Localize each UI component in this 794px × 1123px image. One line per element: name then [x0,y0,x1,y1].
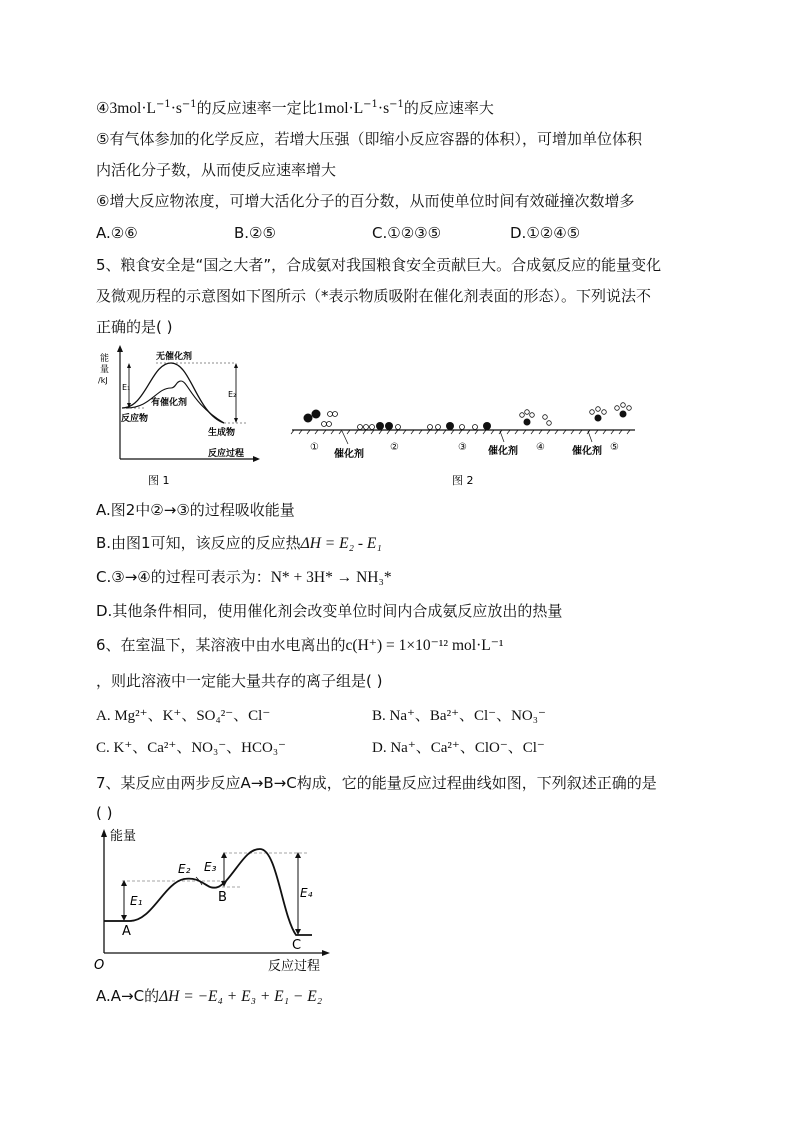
q5-figure2-micro-process [290,400,640,490]
q7-stem-line2: ( ) [96,804,113,822]
fig1-ylabel-1: 能 [100,354,110,364]
q4-option-d: D.①②④⑤ [510,224,581,242]
q6-option-d: D. Na⁺、Ca²⁺、ClO⁻、Cl⁻ [372,740,545,756]
q7-e2-label: E₂ [178,862,191,876]
q6-stem-line2: ，则此溶液中一定能大量共存的离子组是( ) [96,672,383,690]
q7-origin-label: O [94,958,105,973]
q7-e4-label: E₄ [300,886,313,900]
fig2-step-4: ④ [536,442,545,453]
fig1-ylabel-2: 量 [100,365,110,375]
q7-energy-diagram [92,825,337,977]
fig1-reactant-label: 反应物 [121,414,149,424]
q7-e3-label: E₃ [204,860,217,874]
fig2-catalyst-label-1: 催化剂 [334,449,364,460]
fig2-step-5: ⑤ [610,442,619,453]
q7-xlabel: 反应过程 [268,959,321,974]
fig1-product-label: 生成物 [208,428,236,438]
fig1-xlabel: 反应过程 [208,449,245,459]
q5-stem-line3: 正确的是( ) [96,318,173,336]
q7-ylabel: 能量 [110,829,137,844]
q5-stem-line1: 5、粮食安全是“国之大者”，合成氨对我国粮食安全贡献巨大。合成氨反应的能量变化 [96,256,662,274]
fig1-e1-label: E₁ [122,383,131,392]
fig1-with-catalyst-label: 有催化剂 [151,398,188,408]
q7-point-c: C [292,938,302,953]
fig2-step-3: ③ [458,442,467,453]
q6-option-a: A. Mg²⁺、K⁺、SO₄²⁻、Cl⁻ [96,708,271,724]
q5-stem-line2: 及微观历程的示意图如下图所示（*表示物质吸附在催化剂表面的形态）。下列说法不 [96,287,652,305]
q7-e1-label: E₁ [130,894,143,908]
q5-option-b: B.由图1可知，该反应的反应热ΔH = E₂ - E₁ [96,534,382,552]
q7-stem-line1: 7、某反应由两步反应A→B→C构成，它的能量反应过程曲线如图，下列叙述正确的是 [96,774,657,792]
fig1-caption: 图 1 [148,474,170,487]
q6-option-b: B. Na⁺、Ba²⁺、Cl⁻、NO₃⁻ [372,708,546,724]
q7-point-b: B [218,890,227,905]
fig2-caption: 图 2 [452,474,474,487]
fig2-catalyst-label-2: 催化剂 [488,446,518,457]
q7-point-a: A [122,924,131,939]
fig1-e2-label: E₂ [228,390,237,399]
q5-option-c: C.③→④的过程可表示为：N* + 3H* → NH₃* [96,568,392,586]
q4-option-a: A.②⑥ [96,224,138,242]
q5-option-d: D.其他条件相同，使用催化剂会改变单位时间内合成氨反应放出的热量 [96,602,563,620]
q4-item5-line1: ⑤有气体参加的化学反应，若增大压强（即缩小反应容器的体积），可增加单位体积 [96,130,642,148]
q7-option-a: A.A→C的ΔH = −E₄ + E₃ + E₁ − E₂ [96,987,323,1005]
q4-option-c: C.①②③⑤ [372,224,442,242]
fig2-step-1: ① [310,442,319,453]
fig2-catalyst-label-3: 催化剂 [572,446,602,457]
fig2-step-2: ② [390,442,399,453]
q4-item4: $④3mol\cdot L^{-1}\cdot s^{-1}$的反应速率一定比$1mol\cdot L^{-1}\cdot s^{-1}$的反应速率大 [96,98,494,117]
q5-figure1-energy-diagram [96,343,266,493]
q6-stem-line1: 6、在室温下，某溶液中由水电离出的c(H⁺) = 1×10⁻¹² mol·L⁻¹ [96,636,504,654]
q4-item6: ⑥增大反应物浓度，可增大活化分子的百分数，从而使单位时间有效碰撞次数增多 [96,192,635,210]
fig1-no-catalyst-label: 无催化剂 [156,352,193,362]
q4-item5-line2: 内活化分子数，从而使反应速率增大 [96,161,337,179]
q5-option-a: A.图2中②→③的过程吸收能量 [96,501,295,519]
fig1-ylabel-3: /kJ [98,376,108,385]
q4-option-b: B.②⑤ [234,224,276,242]
q6-option-c: C. K⁺、Ca²⁺、NO₃⁻、HCO₃⁻ [96,740,286,756]
